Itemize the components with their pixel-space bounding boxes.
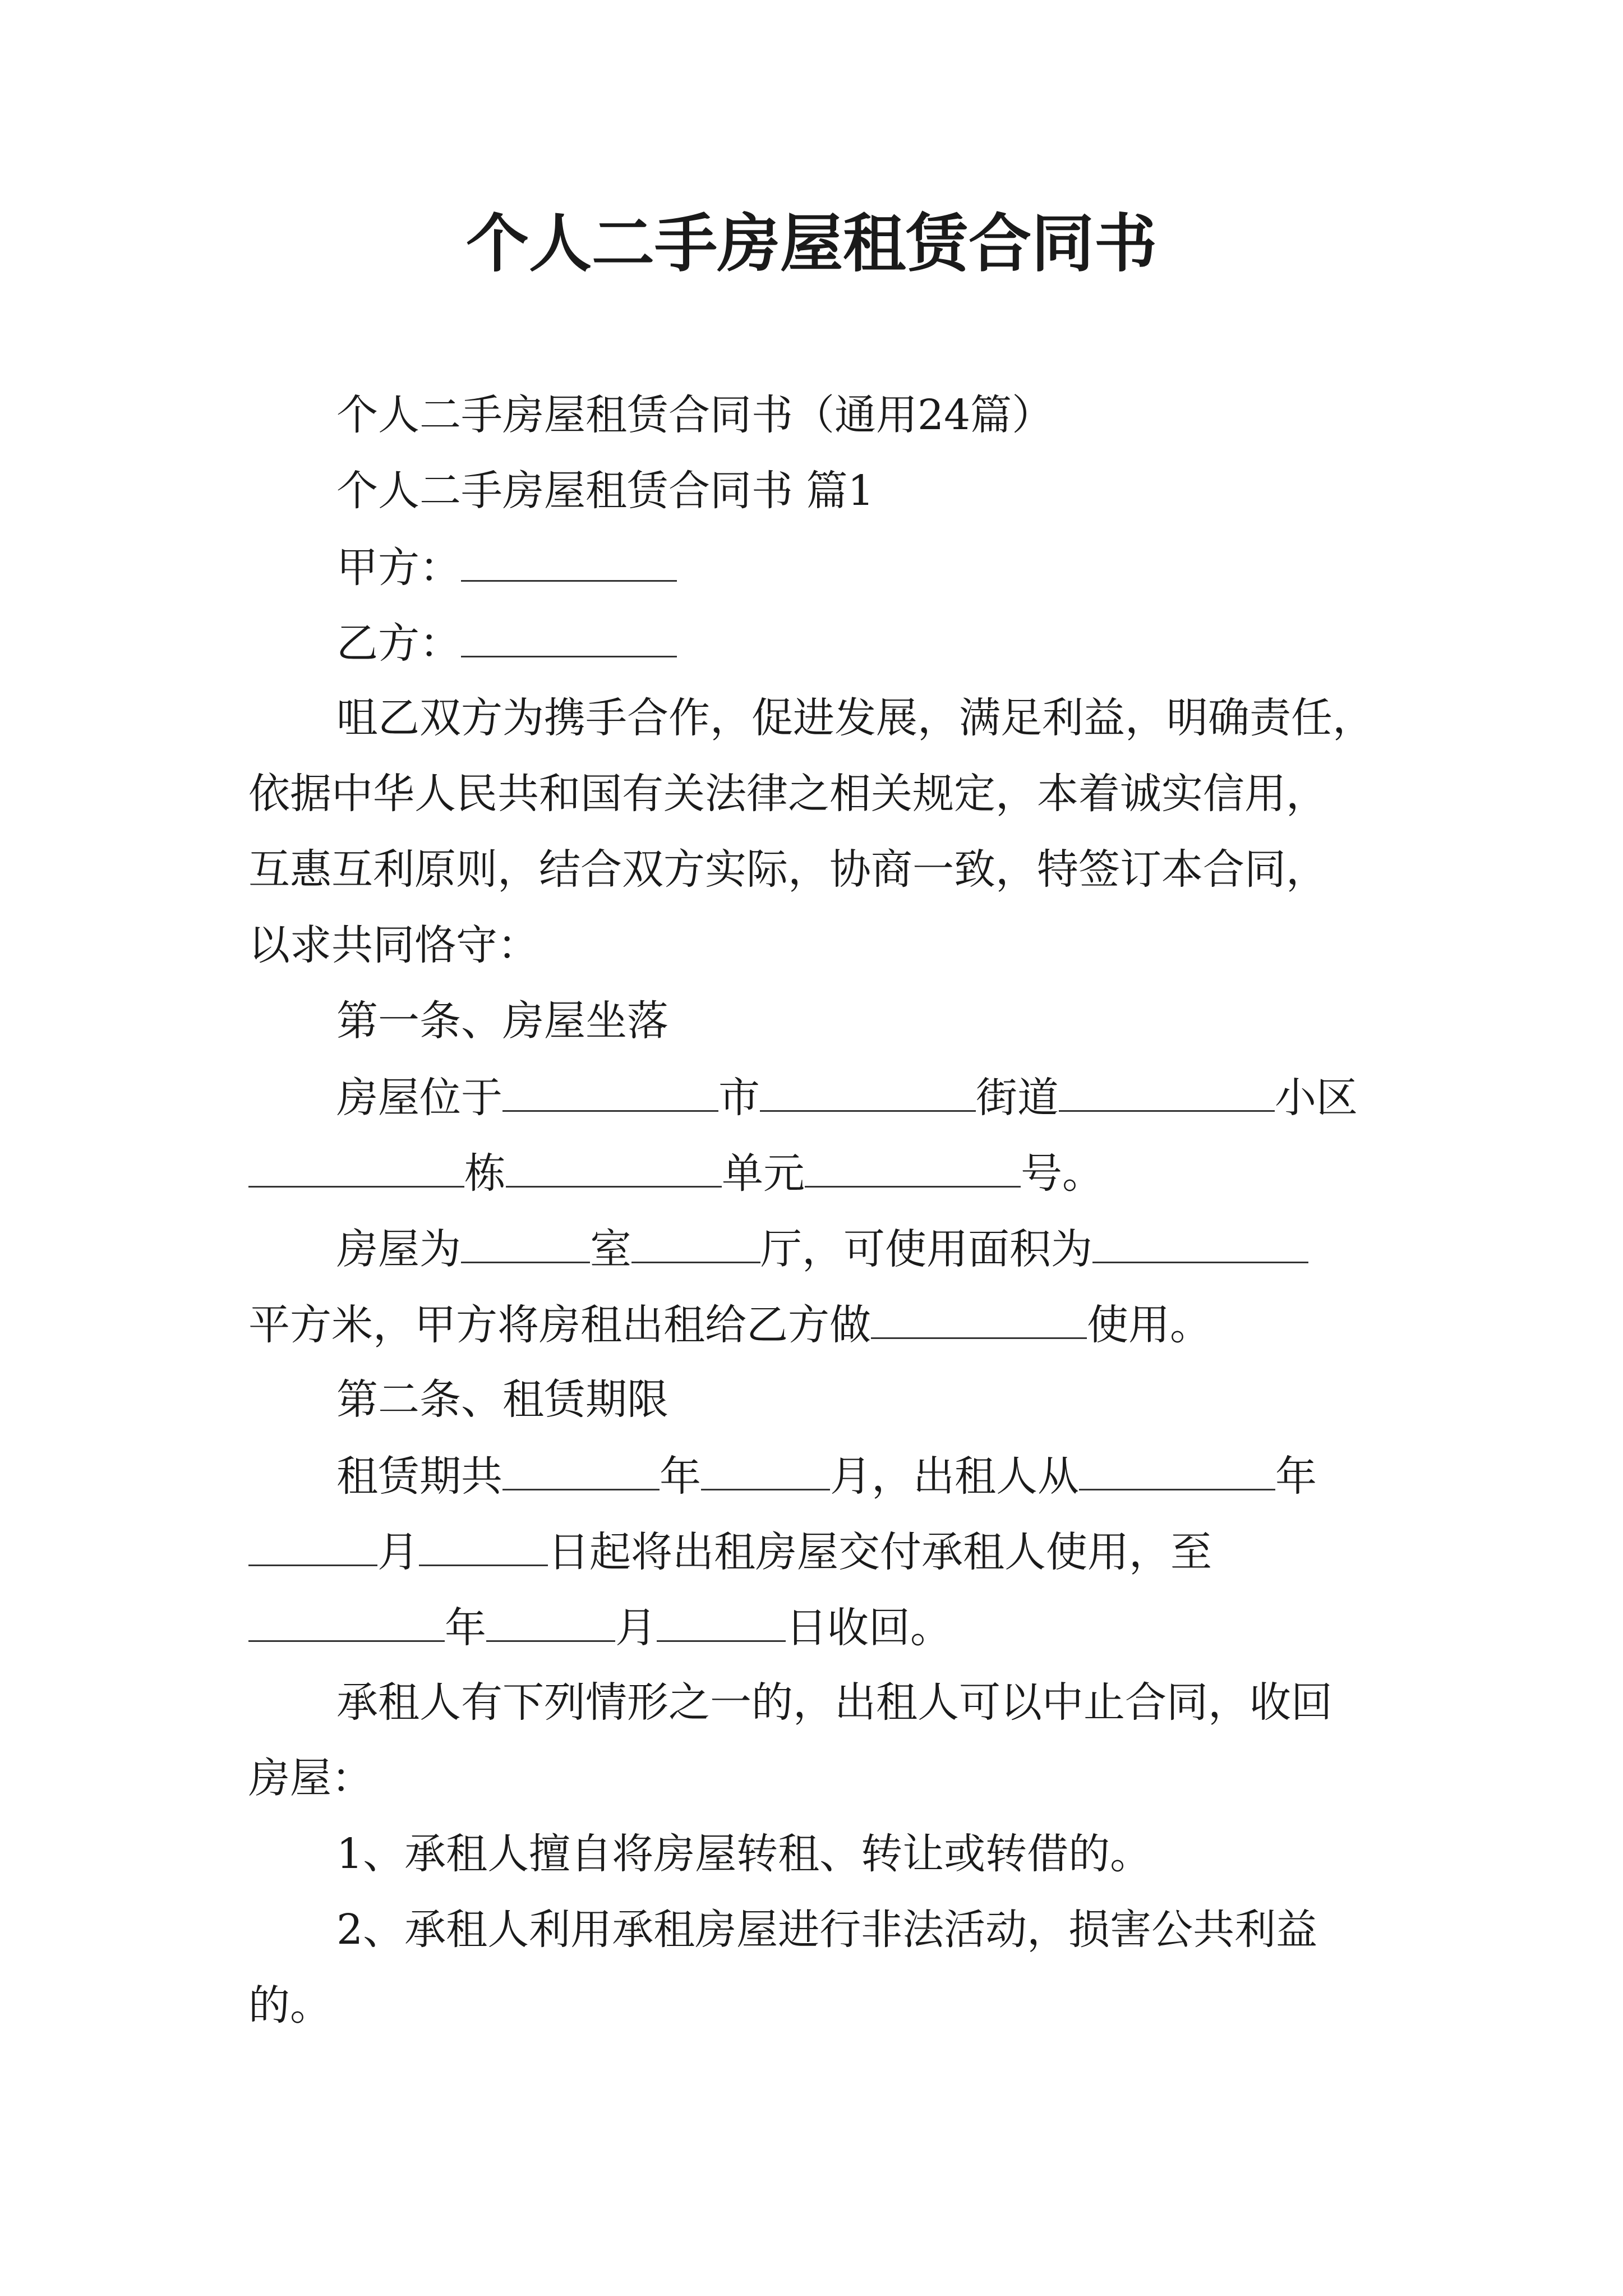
building-blank [248,1144,464,1188]
article-1-line-2 [248,1144,1623,1202]
text-fragment: 栋 [464,1149,506,1198]
termination-line-1: 承租人有下列情形之一的，出租人可以中止合同，收回 [336,1678,1332,1727]
party-b-blank [461,614,677,657]
article-2-line-1 [336,1447,1623,1504]
article-1-line-3 [336,1220,1623,1277]
text-fragment: 月 [377,1528,419,1576]
intro-line-1: 咀乙双方为携手合作，促进发展，满足利益，明确责任， [336,694,1374,742]
start-day-blank [419,1523,548,1566]
article-2-line-3 [248,1599,1623,1656]
area-blank [1092,1220,1308,1263]
text-fragment: 房屋为 [336,1225,461,1273]
article-1-line-1 [336,1069,1623,1126]
document-subtitle: 个人二手房屋租赁合同书（通用24篇） [336,391,1054,439]
party-a-blank [461,539,677,582]
text-fragment: 年 [1275,1452,1317,1501]
party-b-line [336,614,1623,671]
article-1-line-4 [248,1296,1623,1353]
end-month-blank [486,1599,615,1642]
article-1-title: 第一条、房屋坐落 [336,997,668,1045]
city-blank [502,1069,718,1112]
months-blank [701,1447,830,1490]
street-blank [760,1069,976,1112]
start-year-blank [1079,1447,1275,1490]
start-month-blank [248,1523,377,1566]
termination-line-2: 房屋： [248,1754,373,1802]
text-fragment: 单元 [722,1149,805,1198]
text-fragment: 室 [590,1225,631,1273]
party-a-label: 甲方： [336,544,461,592]
party-a-line [336,539,1623,596]
text-fragment: 租赁期共 [336,1452,502,1501]
text-fragment: 年 [445,1604,486,1652]
section-heading: 个人二手房屋租赁合同书 篇1 [336,467,874,515]
text-fragment: 街道 [976,1074,1059,1122]
hall-blank [631,1220,760,1263]
text-fragment: 市 [718,1074,760,1122]
intro-line-4: 以求共同恪守： [248,921,539,969]
clause-item-2-line-1: 2、承租人利用承租房屋进行非法活动，损害公共利益 [336,1906,1318,1954]
text-fragment: 小区 [1275,1074,1358,1122]
room-blank [461,1220,590,1263]
text-fragment: 日收回。 [786,1604,952,1652]
unit-blank [506,1144,722,1188]
text-fragment: 平方米，甲方将房租出租给乙方做 [248,1301,871,1349]
text-fragment: 日起将出租房屋交付承租人使用，至 [548,1528,1212,1576]
text-fragment: 房屋位于 [336,1074,502,1122]
article-2-title: 第二条、租赁期限 [336,1375,668,1424]
intro-line-2: 依据中华人民共和国有关法律之相关规定，本着诚实信用， [248,770,1327,818]
clause-item-1: 1、承租人擅自将房屋转租、转让或转借的。 [336,1830,1152,1878]
end-day-blank [657,1599,786,1642]
text-fragment: 使用。 [1087,1301,1211,1349]
text-fragment: 年 [660,1452,701,1501]
document-title: 个人二手房屋租赁合同书 [466,207,1157,280]
text-fragment: 月 [615,1604,657,1652]
text-fragment: 厅，可使用面积为 [760,1225,1092,1273]
article-2-line-2 [248,1523,1623,1580]
number-blank [805,1144,1021,1188]
text-fragment: 月，出租人从 [830,1452,1079,1501]
party-b-label: 乙方： [336,619,461,668]
use-blank [871,1296,1087,1339]
clause-item-2-line-2: 的。 [248,1981,331,2030]
intro-line-3: 互惠互利原则，结合双方实际，协商一致，特签订本合同， [248,845,1327,894]
community-blank [1059,1069,1275,1112]
text-fragment: 号。 [1021,1149,1104,1198]
years-blank [502,1447,660,1490]
end-year-blank [248,1599,445,1642]
